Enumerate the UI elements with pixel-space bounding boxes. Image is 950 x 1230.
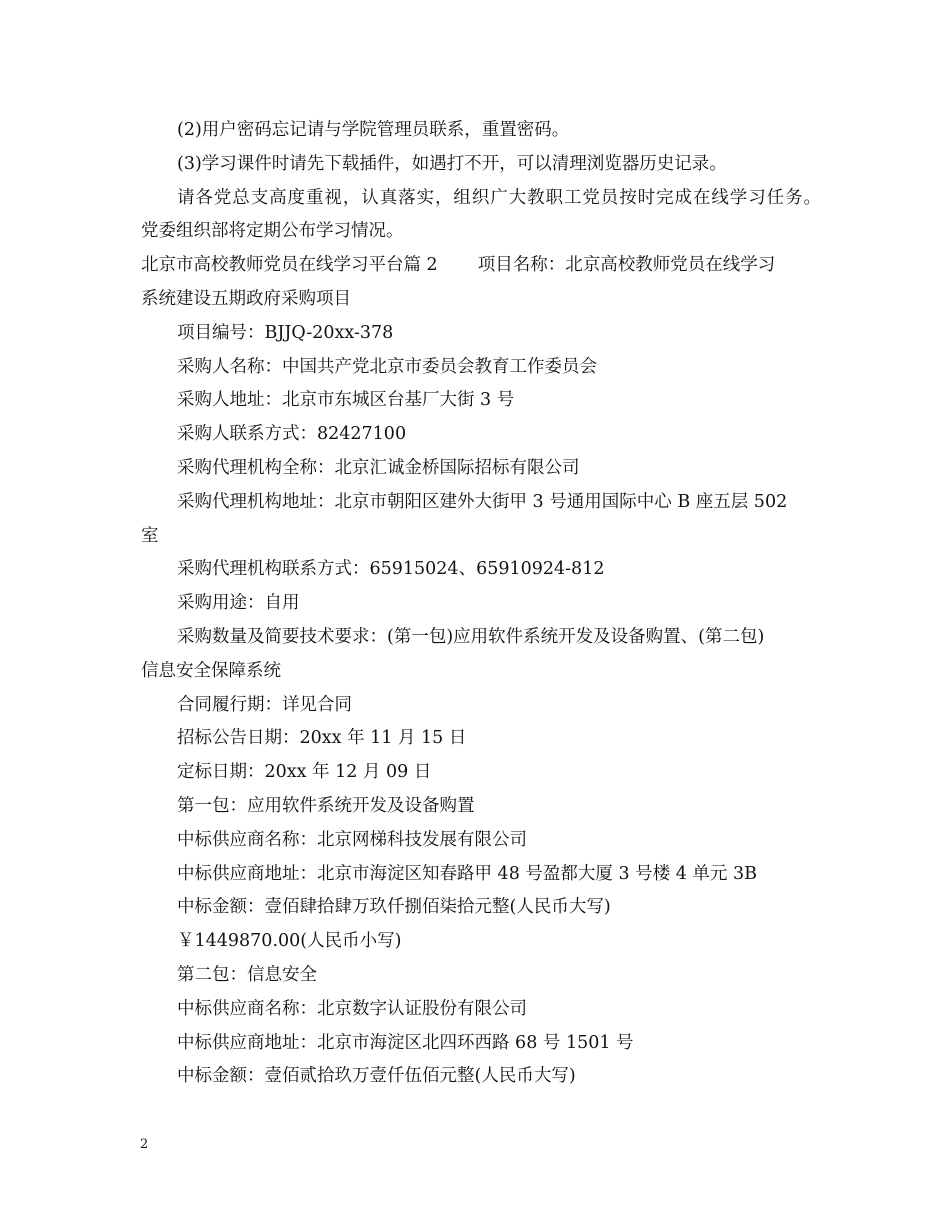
paragraph-line: 中标金额：壹佰肆拾肆万玖仟捌佰柒拾元整(人民币大写) <box>177 897 611 918</box>
paragraph-line: 信息安全保障系统 <box>141 660 281 681</box>
paragraph-line: 请各党总支高度重视，认真落实，组织广大教职工党员按时完成在线学习任务。 <box>177 187 821 208</box>
paragraph-line: 采购代理机构地址：北京市朝阳区建外大街甲 3 号通用国际中心 B 座五层 502 <box>177 491 788 512</box>
paragraph-line: ￥1449870.00(人民币小写) <box>177 931 402 952</box>
section-heading-line <box>141 249 821 283</box>
section-heading: 北京市高校教师党员在线学习平台篇 2 <box>141 255 438 276</box>
paragraph-line: 系统建设五期政府采购项目 <box>141 288 351 309</box>
paragraph-line: 第二包：信息安全 <box>177 964 317 985</box>
paragraph-line: 采购用途：自用 <box>177 593 300 614</box>
paragraph-line: 采购人地址：北京市东城区台基厂大街 3 号 <box>177 390 515 411</box>
document-body <box>141 114 821 1094</box>
paragraph-line: 党委组织部将定期公布学习情况。 <box>141 221 404 242</box>
paragraph-line: 中标供应商名称：北京网梯科技发展有限公司 <box>177 829 527 850</box>
paragraph-line: 中标供应商地址：北京市海淀区北四环西路 68 号 1501 号 <box>177 1032 634 1053</box>
paragraph-line: 中标金额：壹佰贰拾玖万壹仟伍佰元整(人民币大写) <box>177 1066 576 1087</box>
paragraph-line: 第一包：应用软件系统开发及设备购置 <box>177 795 475 816</box>
paragraph-line: 采购代理机构全称：北京汇诚金桥国际招标有限公司 <box>177 457 580 478</box>
paragraph-line: 中标供应商地址：北京市海淀区知春路甲 48 号盈都大厦 3 号楼 4 单元 3B <box>177 863 757 884</box>
paragraph-line: 定标日期：20xx 年 12 月 09 日 <box>177 762 432 783</box>
paragraph-line: 招标公告日期：20xx 年 11 月 15 日 <box>177 728 467 749</box>
paragraph-line: 项目编号：BJJQ-20xx-378 <box>177 322 394 343</box>
paragraph-line: 采购人名称：中国共产党北京市委员会教育工作委员会 <box>177 356 597 377</box>
page-number: 2 <box>140 1137 149 1152</box>
paragraph-line: 室 <box>141 525 159 546</box>
paragraph-text: 项目名称：北京高校教师党员在线学习 <box>477 255 776 276</box>
paragraph-line: 中标供应商名称：北京数字认证股份有限公司 <box>177 998 527 1019</box>
paragraph-line: 采购人联系方式：82427100 <box>177 424 407 445</box>
paragraph-line: (2)用户密码忘记请与学院管理员联系，重置密码。 <box>177 120 570 140</box>
paragraph-line: 采购数量及简要技术要求：(第一包)应用软件系统开发及设备购置、(第二包) <box>177 626 765 647</box>
paragraph-line: 采购代理机构联系方式：65915024、65910924-812 <box>177 559 605 580</box>
paragraph-line: 合同履行期：详见合同 <box>177 694 352 715</box>
paragraph-line: (3)学习课件时请先下载插件，如遇打不开，可以清理浏览器历史记录。 <box>177 153 727 174</box>
